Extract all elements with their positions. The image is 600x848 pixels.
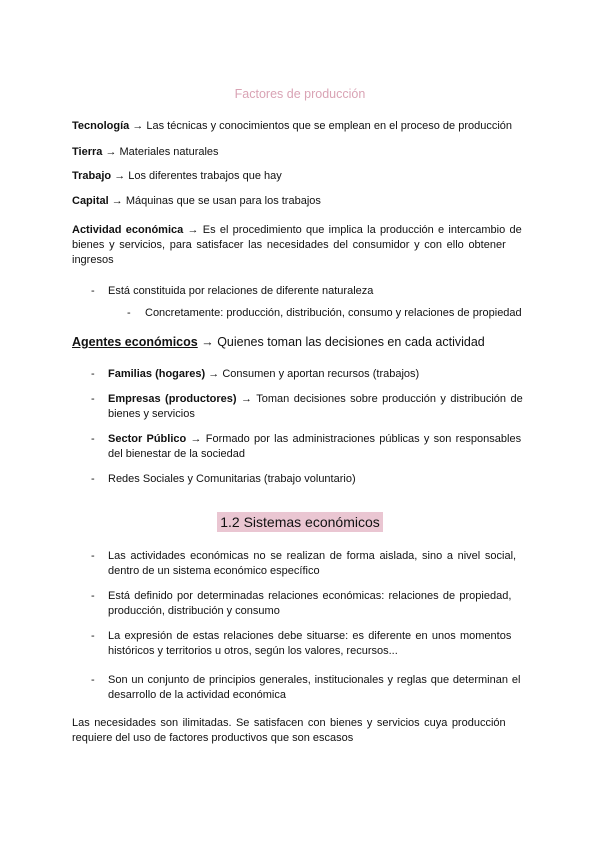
sistemas-item-3-line-1: La expresión de estas relaciones debe situarse: es diferente en unos momentos (108, 630, 512, 642)
item-text: Consumen y aportan recursos (trabajos) (222, 368, 420, 380)
actividad-bullet-1: Está constituida por relaciones de diferente naturaleza (108, 285, 374, 297)
arrow: → (187, 224, 199, 236)
term: Capital (72, 195, 109, 207)
arrow: → (111, 195, 123, 207)
definition-text: Materiales naturales (119, 146, 219, 158)
sistemas-item-4-line-2: desarrollo de la actividad económica (108, 689, 286, 701)
dash-bullet: - (91, 433, 95, 445)
agente-redes: Redes Sociales y Comunitarias (trabajo voluntario) (108, 473, 356, 485)
definition-tierra (72, 145, 530, 160)
arrow: → (190, 433, 202, 445)
arrow: → (201, 335, 214, 349)
dash-bullet: - (91, 285, 95, 297)
sistemas-item-1-line-2: dentro de un sistema económico específico (108, 565, 320, 577)
agente-empresas (108, 392, 528, 407)
term: Tecnología (72, 120, 130, 132)
agentes-heading (72, 334, 485, 351)
term: Trabajo (72, 170, 112, 182)
term: Familias (hogares) (108, 368, 206, 380)
actividad-line-1 (72, 223, 530, 238)
conclusion-line-1: Las necesidades son ilimitadas. Se satisfacen con bienes y servicios cuya producción (72, 717, 506, 729)
arrow: → (114, 170, 126, 182)
agente-sector-publico (108, 432, 528, 447)
term: Agentes económicos (72, 335, 198, 349)
definition-text: Es el procedimiento que implica la producción e intercambio de (202, 224, 522, 236)
definition-text: Los diferentes trabajos que hay (128, 170, 282, 182)
dash-bullet: - (91, 368, 95, 380)
arrow: → (208, 368, 220, 380)
definition-trabajo (72, 169, 530, 184)
agente-familias (108, 367, 528, 382)
sistemas-item-2-line-1: Está definido por determinadas relaciones económicas: relaciones de propiedad, (108, 590, 512, 602)
agente-sector-publico-line-2: del bienestar de la sociedad (108, 448, 245, 460)
term: Tierra (72, 146, 103, 158)
dash-bullet: - (91, 630, 95, 642)
arrow: → (241, 393, 253, 405)
actividad-line-2: bienes y servicios, para satisfacer las necesidades del consumidor y con ello obtener (72, 239, 506, 251)
dash-bullet: - (127, 307, 131, 319)
actividad-line-3: ingresos (72, 254, 114, 266)
definition-text: Quienes toman las decisiones en cada actividad (217, 335, 485, 349)
term: Empresas (productores) (108, 393, 237, 405)
item-text: Toman decisiones sobre producción y distribución de (256, 393, 523, 405)
section-title: 1.2 Sistemas económicos (217, 512, 383, 532)
definition-capital (72, 194, 530, 209)
dash-bullet: - (91, 674, 95, 686)
definition-text: Máquinas que se usan para los trabajos (125, 195, 321, 207)
sistemas-item-1-line-1: Las actividades económicas no se realizan de forma aislada, sino a nivel social, (108, 550, 517, 562)
arrow: → (132, 120, 144, 132)
conclusion-line-2: requiere del uso de factores productivos que son escasos (72, 732, 354, 744)
agente-empresas-line-2: bienes y servicios (108, 408, 195, 420)
dash-bullet: - (91, 550, 95, 562)
sistemas-item-2-line-2: producción, distribución y consumo (108, 605, 280, 617)
dash-bullet: - (91, 393, 95, 405)
term: Actividad económica (72, 224, 184, 236)
term: Sector Público (108, 433, 187, 445)
sistemas-item-4-line-1: Son un conjunto de principios generales, institucionales y reglas que determinan el (108, 674, 521, 686)
dash-bullet: - (91, 590, 95, 602)
sistemas-item-3-line-2: históricos y territorios u otros, según los valores, recursos... (108, 645, 398, 657)
item-text: Formado por las administraciones públicas y son responsables (205, 433, 522, 445)
definition-tecnologia (72, 119, 530, 134)
dash-bullet: - (91, 473, 95, 485)
page-title: Factores de producción (234, 87, 366, 101)
arrow: → (105, 146, 117, 158)
definition-text: Las técnicas y conocimientos que se emplean en el proceso de producción (146, 120, 513, 132)
section-heading (0, 514, 600, 532)
actividad-bullet-2: Concretamente: producción, distribución, consumo y relaciones de propiedad (145, 307, 522, 319)
